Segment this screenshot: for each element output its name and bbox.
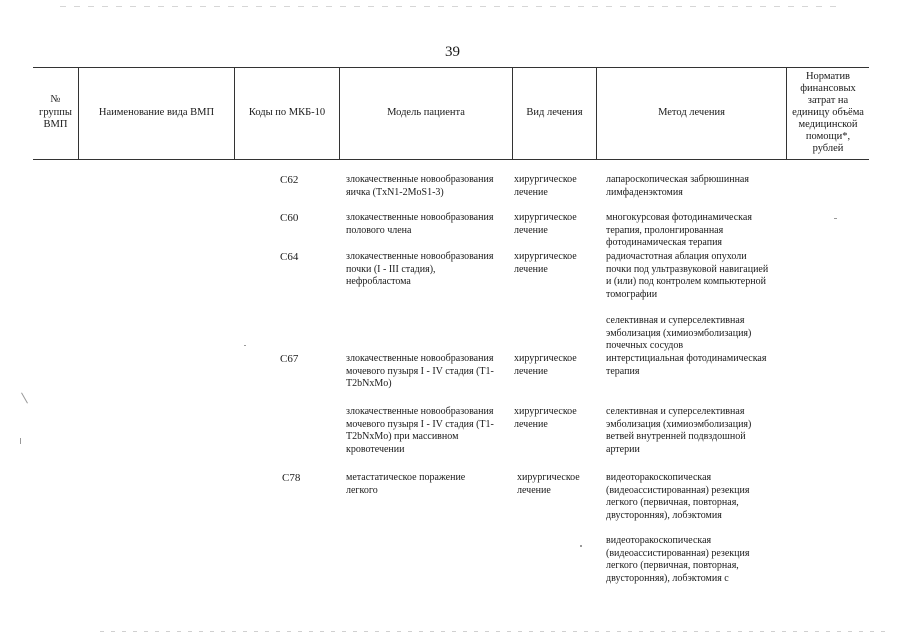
icd-code: C60 bbox=[280, 212, 299, 224]
treatment-type: хирургическое лечение bbox=[514, 353, 577, 377]
scan-speck bbox=[20, 438, 21, 444]
scan-speck bbox=[21, 393, 28, 404]
scan-artifact-top bbox=[60, 6, 840, 7]
treatment-type: хирургическое лечение bbox=[514, 406, 577, 430]
patient-model: злокачественные новообразования почки (I - III стадия), нефробластома bbox=[346, 251, 494, 288]
patient-model: метастатическое поражение легкого bbox=[346, 472, 466, 496]
scan-artifact-bottom bbox=[100, 631, 890, 632]
icd-code: C64 bbox=[280, 251, 299, 263]
scan-speck bbox=[244, 345, 246, 346]
header-patient-model: Модель пациента bbox=[387, 106, 465, 118]
header-treatment-type: Вид лечения bbox=[526, 106, 583, 118]
icd-code: C62 bbox=[280, 174, 299, 186]
treatment-method: многокурсовая фотодинамическая терапия, пролонгированная фотодинамическая терапия bbox=[606, 212, 752, 249]
header-financial-norm: Норматив финансовых затрат на единицу объёма медицинской помощи*, рублей bbox=[792, 71, 864, 154]
scan-speck bbox=[580, 545, 582, 547]
treatment-method: видеоторакоскопическая (видеоассистированная) резекция легкого (первичная, повторная, двусторонняя), лобэктомия bbox=[606, 472, 750, 521]
treatment-method: интерстициальная фотодинамическая терапия bbox=[606, 353, 767, 377]
treatment-method: лапароскопическая забрюшинная лимфаденэктомия bbox=[606, 174, 749, 198]
icd-code: C67 bbox=[280, 353, 299, 365]
patient-model: злокачественные новообразования яичка (TxN1-2MoS1-3) bbox=[346, 174, 494, 198]
treatment-type: хирургическое лечение bbox=[514, 174, 577, 198]
treatment-method: радиочастотная аблация опухоли почки под ультразвуковой навигацией и (или) под контролем компьютерной томографии bbox=[606, 251, 769, 300]
header-bottom-rule bbox=[33, 159, 869, 160]
scan-speck bbox=[834, 218, 837, 219]
treatment-type: хирургическое лечение bbox=[517, 472, 580, 496]
patient-model: злокачественные новообразования мочевого пузыря I - IV стадия (T1- T2bNxMo) при массивном кровотечении bbox=[346, 406, 494, 455]
header-icd-codes: Коды по МКБ-10 bbox=[248, 106, 326, 118]
treatment-method: селективная и суперселективная эмболизация (химиоэмболизация) почечных сосудов bbox=[606, 315, 752, 352]
treatment-method: селективная и суперселективная эмболизация (химиоэмболизация) ветвей внутренней подвздошной артерии bbox=[606, 406, 752, 455]
header-group-number: № группы ВМП bbox=[39, 94, 72, 131]
icd-code: C78 bbox=[282, 472, 301, 484]
patient-model: злокачественные новообразования мочевого пузыря I - IV стадия (T1- T2bNxMo) bbox=[346, 353, 494, 390]
treatment-method: видеоторакоскопическая (видеоассистированная) резекция легкого (первичная, повторная, двусторонняя), лобэктомия с bbox=[606, 535, 750, 584]
treatment-type: хирургическое лечение bbox=[514, 251, 577, 275]
header-vmp-name: Наименование вида ВМП bbox=[98, 106, 215, 118]
page-number: 39 bbox=[445, 44, 460, 60]
treatment-type: хирургическое лечение bbox=[514, 212, 577, 236]
header-treatment-method: Метод лечения bbox=[658, 106, 725, 118]
patient-model: злокачественные новообразования полового члена bbox=[346, 212, 494, 236]
